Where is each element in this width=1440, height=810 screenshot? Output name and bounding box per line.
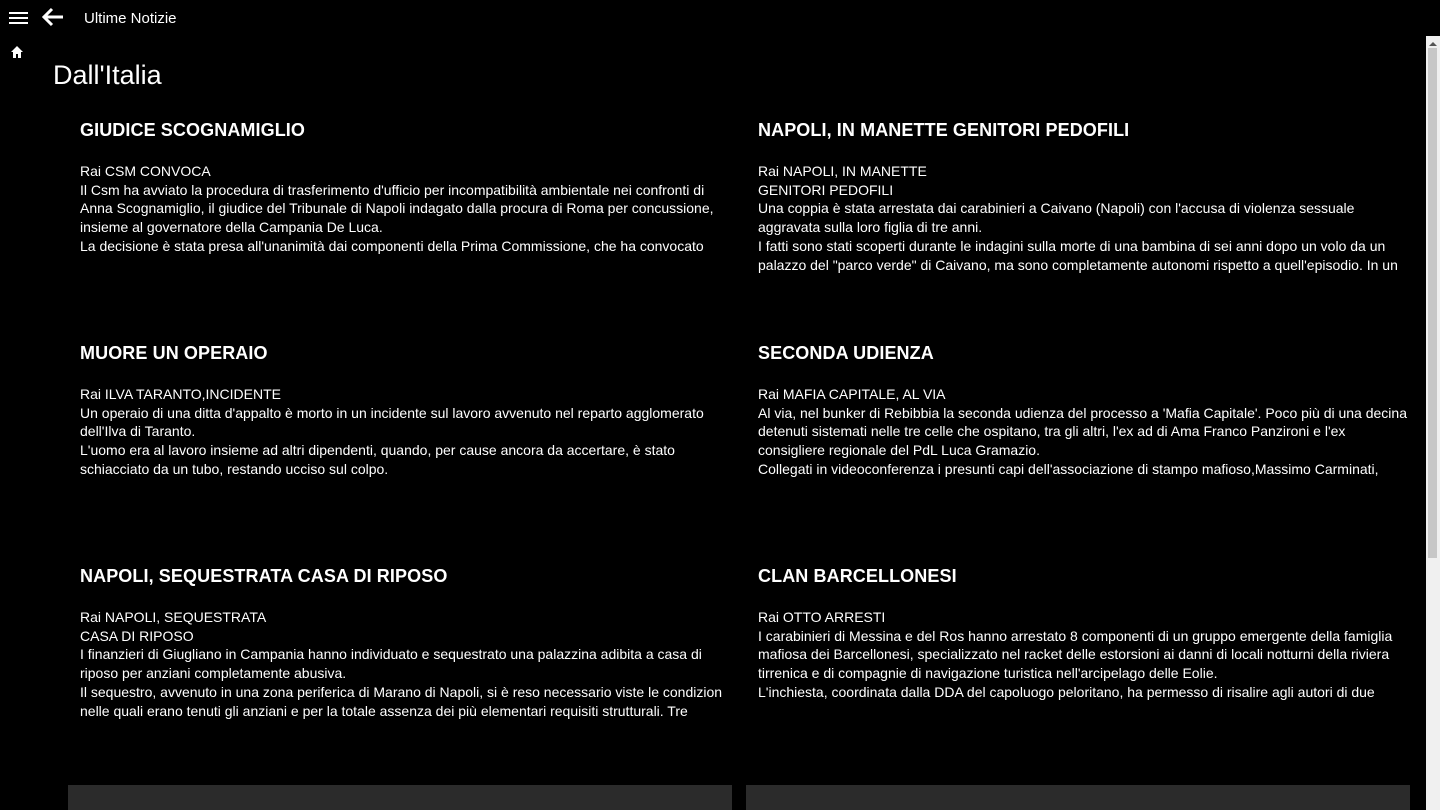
news-card[interactable] [746, 333, 1410, 533]
news-body [758, 199, 1410, 274]
news-body-line: I fatti sono stati scoperti durante le indagini sulla morte di una bambina di sei anni dopo un volo da un [758, 237, 1386, 254]
news-body-line: tirrenica e di compagnie di navigazione turistica nell'arcipelago delle Eolie. [758, 665, 1218, 682]
news-title: GIUDICE SCOGNAMIGLIO [80, 120, 306, 140]
top-bar [0, 0, 1440, 38]
news-card[interactable] [746, 556, 1410, 756]
news-title: CLAN BARCELLONESI [758, 566, 957, 586]
app-title: Ultime Notizie [84, 10, 177, 27]
news-subtitle: Rai MAFIA CAPITALE, AL VIA [758, 386, 946, 402]
news-body-line: Un operaio di una ditta d'appalto è morto in un incidente sul lavoro avvenuto nel reparto agglomerato [80, 404, 704, 421]
home-icon[interactable] [10, 45, 26, 61]
news-body-line: Il Csm ha avviato la procedura di trasferimento d'ufficio per incompatibilità ambientale nei confronti di [80, 181, 705, 198]
news-body [80, 645, 732, 720]
back-arrow-icon[interactable] [42, 7, 66, 29]
news-body-line: dell'Ilva di Taranto. [80, 423, 196, 440]
news-body [80, 181, 732, 256]
news-body [80, 404, 732, 479]
news-body-line: Il sequestro, avvenuto in una zona periferica di Marano di Napoli, si è reso necessario viste le condizion [80, 683, 723, 700]
news-body-line: L'inchiesta, coordinata dalla DDA del capoluogo peloritano, ha permesso di risalire agli autori di due [758, 683, 1375, 700]
news-title: NAPOLI, IN MANETTE GENITORI PEDOFILI [758, 120, 1130, 140]
news-card[interactable] [746, 110, 1410, 310]
news-title: NAPOLI, SEQUESTRATA CASA DI RIPOSO [80, 566, 448, 586]
news-body-line: consigliere regionale del PdL Luca Gramazio. [758, 442, 1040, 459]
news-body-line: detenuti sistemati nelle tre celle che ospitano, tra gli altri, l'ex ad di Ama Franco Panzironi e l'ex [758, 423, 1346, 440]
scrollbar-thumb[interactable] [1428, 48, 1437, 558]
news-body-line: insieme al governatore della Campania De Luca. [80, 219, 383, 236]
news-subtitle: Rai ILVA TARANTO,INCIDENTE [80, 386, 281, 402]
news-card[interactable] [68, 556, 732, 756]
news-card-partial[interactable] [68, 785, 732, 810]
news-card[interactable] [68, 110, 732, 310]
hamburger-icon[interactable] [9, 12, 28, 27]
news-body-line: La decisione è stata presa all'unanimità dai componenti della Prima Commissione, che ha convocato [80, 237, 704, 254]
news-card-partial[interactable] [746, 785, 1410, 810]
news-body-line: Anna Scognamiglio, il giudice del Tribunale di Napoli indagato dalla procura di Roma per concussione, [80, 200, 714, 217]
vertical-scrollbar[interactable] [1426, 36, 1440, 810]
news-body-line: Una coppia è stata arrestata dai carabinieri a Caivano (Napoli) con l'accusa di violenza sessuale [758, 200, 1355, 217]
news-body-line: Al via, nel bunker di Rebibbia la seconda udienza del processo a 'Mafia Capitale'. Poco più di una decina [758, 404, 1407, 421]
scroll-up-arrow-icon[interactable] [1426, 36, 1440, 46]
news-body-line: aggravata sulla loro figlia di tre anni. [758, 219, 983, 236]
news-subtitle: Rai NAPOLI, SEQUESTRATA CASA DI RIPOSO [80, 609, 267, 644]
news-subtitle: Rai CSM CONVOCA [80, 163, 211, 179]
news-title: MUORE UN OPERAIO [80, 343, 268, 363]
news-body-line: palazzo del "parco verde" di Caivano, ma sono completamente autonomi rispetto a quell'episodio. In un [758, 256, 1398, 273]
news-body-line: mafiosa dei Barcellonesi, specializzato nel racket delle estorsioni ai danni di locali notturni della riviera [758, 646, 1390, 663]
news-body [758, 404, 1410, 479]
news-body [758, 627, 1410, 702]
news-card[interactable] [68, 333, 732, 533]
news-title: SECONDA UDIENZA [758, 343, 934, 363]
news-body-line: I finanzieri di Giugliano in Campania hanno individuato e sequestrato una palazzina adibita a casa di [80, 646, 702, 663]
news-subtitle: Rai OTTO ARRESTI [758, 609, 886, 625]
section-title: Dall'Italia [53, 60, 162, 90]
news-body-line: L'uomo era al lavoro insieme ad altri dipendenti, quando, per cause ancora da accertare, è stato [80, 442, 675, 459]
news-body-line: schiacciato da un tubo, restando ucciso sul colpo. [80, 460, 389, 477]
news-subtitle: Rai NAPOLI, IN MANETTE GENITORI PEDOFILI [758, 163, 927, 198]
news-body-line: Collegati in videoconferenza i presunti capi dell'associazione di stampo mafioso,Massimo Carminati, [758, 460, 1379, 477]
news-body-line: nelle quali erano tenuti gli anziani e per la totale assenza dei più elementari requisiti strutturali. Tre [80, 702, 688, 719]
news-body-line: I carabinieri di Messina e del Ros hanno arrestato 8 componenti di un gruppo emergente della famiglia [758, 627, 1393, 644]
news-body-line: riposo per anziani completamente abusiva. [80, 665, 347, 682]
